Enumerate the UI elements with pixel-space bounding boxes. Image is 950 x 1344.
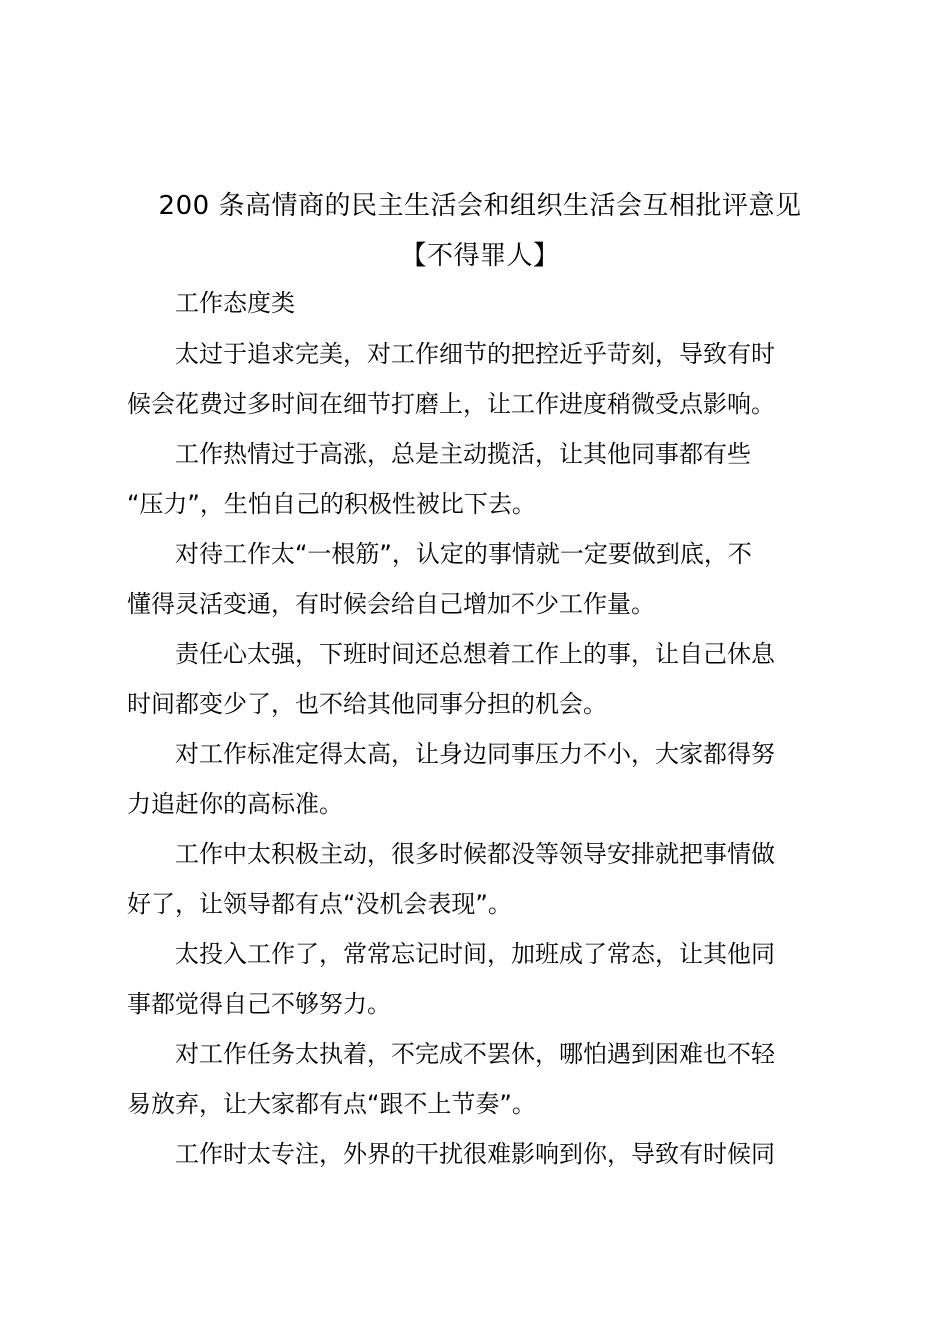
section-heading: 工作态度类 bbox=[127, 289, 295, 317]
paragraph-line: 对待工作太“一根筋”，认定的事情就一定要做到底，不 bbox=[127, 540, 752, 568]
paragraph-line: 工作时太专注，外界的干扰很难影响到你，导致有时候同 bbox=[127, 1140, 775, 1168]
page-title-subtitle: 【不得罪人】 bbox=[400, 241, 560, 271]
paragraph-line: 对工作任务太执着，不完成不罢休，哪怕遇到困难也不轻 bbox=[127, 1040, 775, 1068]
paragraph-line: 懂得灵活变通，有时候会给自己增加不少工作量。 bbox=[127, 590, 655, 618]
paragraph-line: 工作热情过于高涨，总是主动揽活，让其他同事都有些 bbox=[127, 440, 751, 468]
paragraph-line: 太投入工作了，常常忘记时间，加班成了常态，让其他同 bbox=[127, 940, 775, 968]
paragraph-line: 事都觉得自己不够努力。 bbox=[127, 990, 391, 1018]
paragraph-line: “压力”，生怕自己的积极性被比下去。 bbox=[127, 490, 536, 518]
paragraph-line: 易放弃，让大家都有点“跟不上节奏”。 bbox=[127, 1090, 536, 1118]
paragraph-line: 责任心太强，下班时间还总想着工作上的事，让自己休息 bbox=[127, 640, 775, 668]
paragraph-line: 对工作标准定得太高，让身边同事压力不小，大家都得努 bbox=[127, 740, 775, 768]
paragraph-line: 时间都变少了，也不给其他同事分担的机会。 bbox=[127, 690, 607, 718]
paragraph-line: 太过于追求完美，对工作细节的把控近乎苛刻，导致有时 bbox=[127, 340, 775, 368]
paragraph-line: 好了，让领导都有点“没机会表现”。 bbox=[127, 890, 512, 918]
page-title: 200 条高情商的民主生活会和组织生活会互相批评意见 bbox=[158, 191, 802, 221]
paragraph-line: 候会花费过多时间在细节打磨上，让工作进度稍微受点影响。 bbox=[127, 390, 775, 418]
paragraph-line: 力追赶你的高标准。 bbox=[127, 790, 343, 818]
paragraph-line: 工作中太积极主动，很多时候都没等领导安排就把事情做 bbox=[127, 840, 775, 868]
